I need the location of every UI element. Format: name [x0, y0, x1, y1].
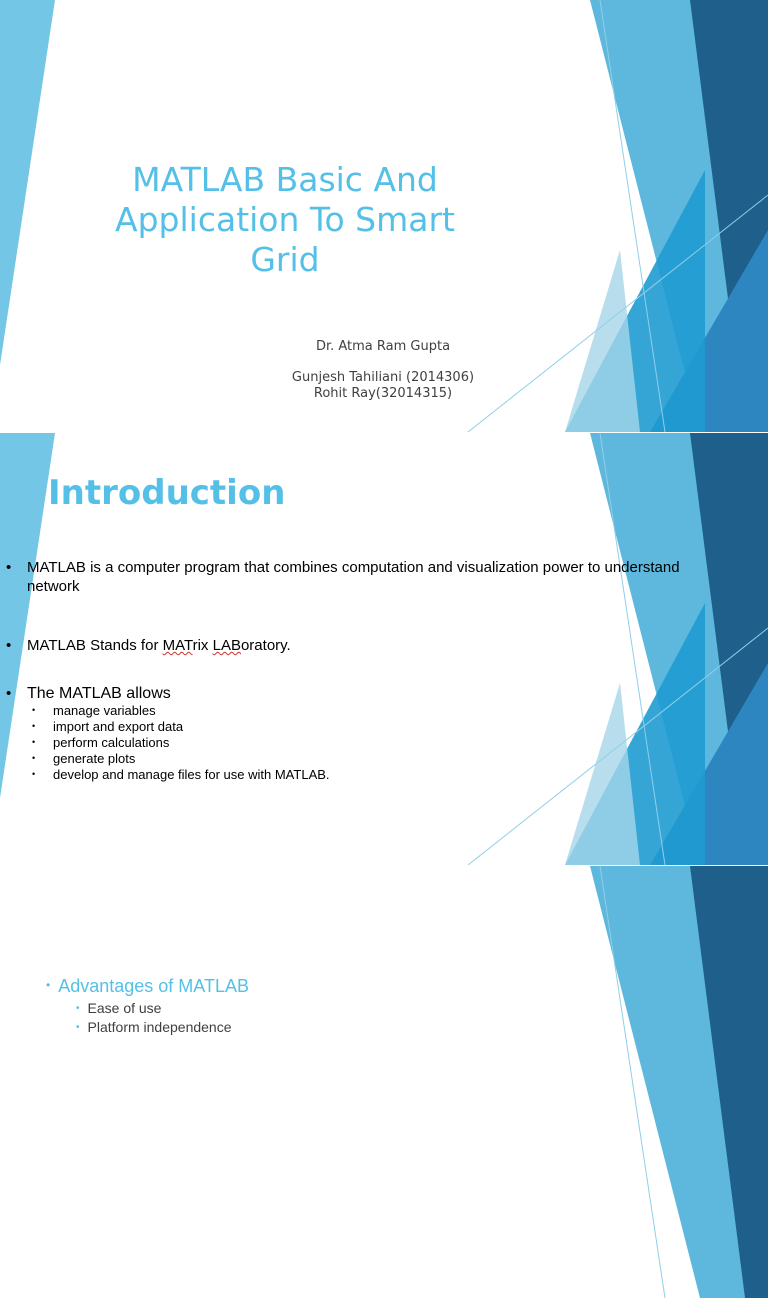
presenter-name: Dr. Atma Ram Gupta [315, 339, 451, 354]
sub-bullet-text: Ease of use [87, 1000, 162, 1016]
member-name: Gunjesh Tahiliani (2014306) [291, 370, 475, 385]
bullet-icon: • [32, 769, 36, 779]
bullet-icon: • [76, 1003, 80, 1014]
title-slide [0, 0, 768, 432]
deco-triangle-pale [565, 250, 640, 432]
bullet-text: MATLAB is a computer program that combines computation and visualization power to understand [27, 559, 680, 576]
deco-triangle-pale [565, 683, 640, 865]
bullet-text: The MATLAB allows [27, 685, 171, 702]
sub-bullet-item [76, 1019, 232, 1035]
underlined-term: MAT [162, 637, 193, 654]
advantages-slide [0, 866, 768, 1298]
sub-bullet-text: import and export data [53, 719, 184, 734]
left-triangle [0, 433, 55, 798]
bullet-icon: • [6, 637, 12, 654]
bullet-icon: • [32, 737, 36, 747]
bullet-text-part: MATLAB Stands for [27, 637, 163, 654]
underlined-term: LAB [212, 637, 241, 654]
sub-bullet-text: develop and manage files for use with MATLAB. [53, 767, 330, 782]
heading-text: Advantages of MATLAB [58, 976, 249, 996]
slide-heading: Introduction [48, 473, 286, 513]
bullet-icon: • [6, 559, 12, 576]
bullet-icon: • [32, 753, 36, 763]
bullet-icon: • [76, 1022, 80, 1033]
sub-bullet-text: Platform independence [87, 1019, 232, 1035]
sub-bullet-item [76, 1000, 161, 1016]
sub-bullet-text: generate plots [53, 751, 136, 766]
introduction-slide [0, 433, 768, 865]
left-triangle [0, 0, 55, 365]
bullet-text-part: oratory. [240, 637, 291, 654]
sub-bullet-text: perform calculations [53, 735, 170, 750]
bullet-text [27, 637, 291, 655]
member-name: Rohit Ray(32014315) [313, 386, 453, 401]
bullet-icon: • [6, 685, 12, 702]
bullet-text-part: rix [192, 637, 213, 654]
bullet-icon: • [46, 978, 51, 992]
slide-title: MATLAB Basic And Application To Smart Grid [115, 160, 455, 279]
sub-bullet-text: manage variables [53, 703, 156, 718]
bullet-icon: • [32, 705, 36, 715]
slide-heading [46, 976, 249, 997]
slide-decoration [0, 866, 768, 1298]
bullet-icon: • [32, 721, 36, 731]
bullet-text: network [27, 578, 80, 595]
